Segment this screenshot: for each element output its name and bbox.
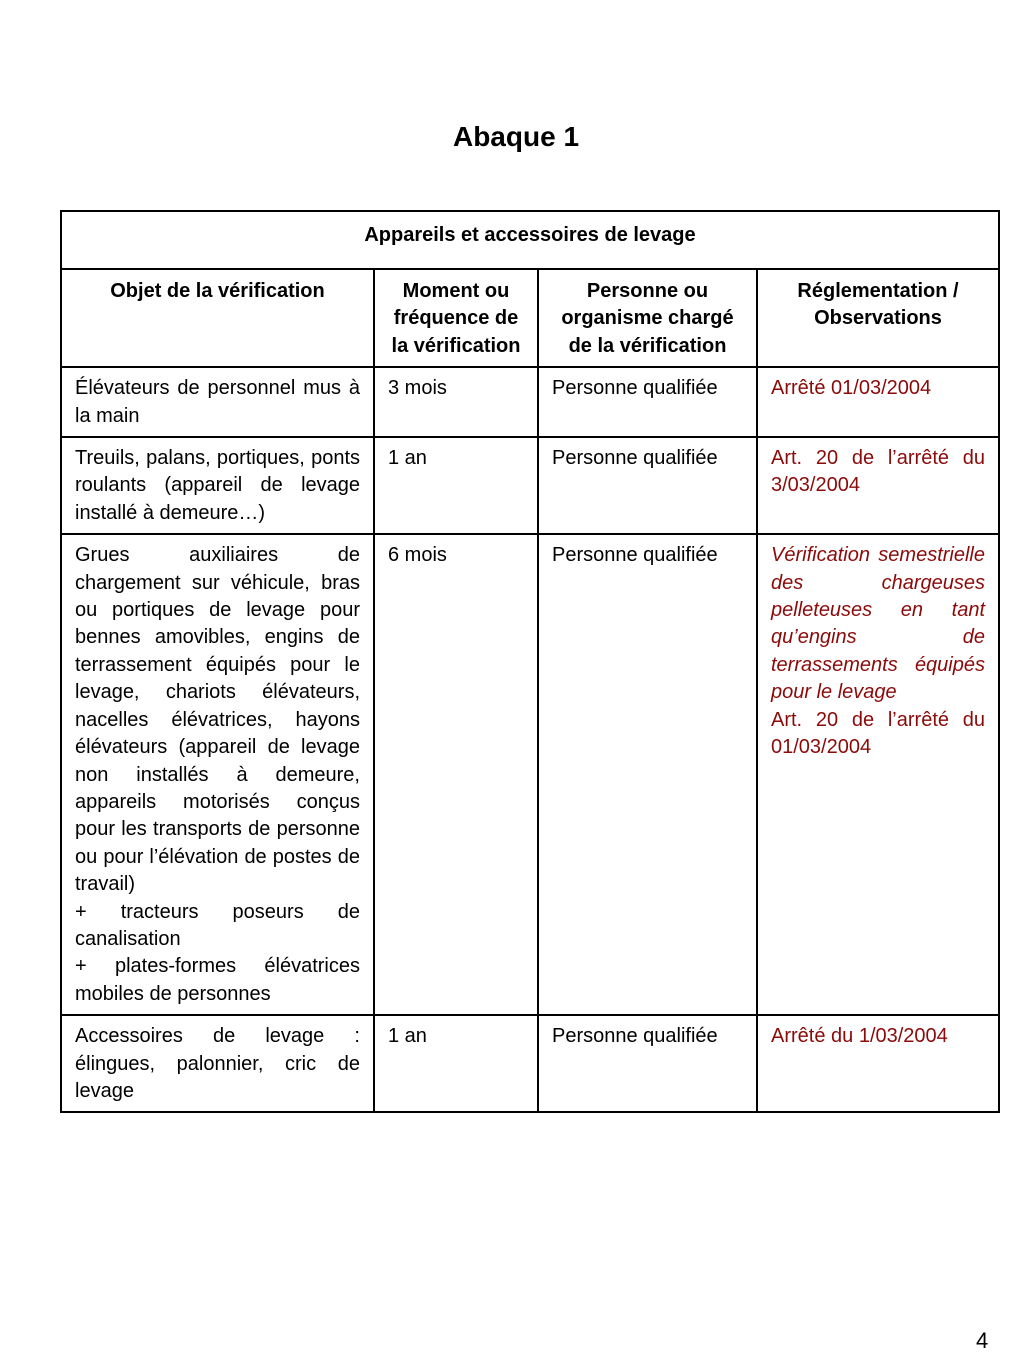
section-header-row: [61, 211, 999, 269]
cell-reglementation: [757, 534, 999, 1015]
regulation-observation: Vérification semestrielle des chargeuses pelleteuses en tant qu’engins de terrassements équipés pour le levage: [771, 544, 985, 704]
column-header-personne: Personne ou organisme chargé de la vérification: [538, 269, 757, 367]
table-row: [61, 1015, 999, 1112]
table-row: [61, 534, 999, 1015]
cell-personne: Personne qualifiée: [538, 1015, 757, 1112]
objet-main-text: Grues auxiliaires de chargement sur véhicule, bras ou portiques de levage pour bennes amovibles, engins de terrassement équipés pour le levage, chariots élévateurs, nacelles élévatrices, hayons élévateurs (appareil de levage non installés à demeure, appareils motorisés conçus pour les transports de personne ou pour l’élévation de postes de travail): [75, 544, 360, 896]
cell-frequence: 3 mois: [374, 367, 538, 437]
cell-personne: Personne qualifiée: [538, 367, 757, 437]
objet-extra-text: + tracteurs poseurs de canalisation: [75, 900, 360, 950]
regulation-reference: Art. 20 de l’arrêté du 01/03/2004: [771, 708, 985, 759]
cell-objet: Treuils, palans, portiques, ponts roulants (appareil de levage installé à demeure…): [61, 437, 374, 534]
cell-personne: Personne qualifiée: [538, 534, 757, 1015]
table-row: [61, 437, 999, 534]
cell-reglementation: Arrêté 01/03/2004: [757, 367, 999, 437]
verification-table: [60, 210, 1000, 1113]
column-header-objet: Objet de la vérification: [61, 269, 374, 367]
cell-reglementation: Arrêté du 1/03/2004: [757, 1015, 999, 1112]
cell-objet: Accessoires de levage : élingues, palonnier, cric de levage: [61, 1015, 374, 1112]
objet-extra-text: + plates-formes élévatrices mobiles de personnes: [75, 955, 360, 1005]
section-title: Appareils et accessoires de levage: [61, 211, 999, 269]
page-number: 4: [976, 1328, 989, 1353]
cell-frequence: 1 an: [374, 1015, 538, 1112]
column-header-frequence: Moment ou fréquence de la vérification: [374, 269, 538, 367]
column-header-row: [61, 269, 999, 367]
cell-personne: Personne qualifiée: [538, 437, 757, 534]
column-header-reglementation: Réglementation / Observations: [757, 269, 999, 367]
cell-frequence: 6 mois: [374, 534, 538, 1015]
page-title: Abaque 1: [452, 121, 580, 152]
cell-reglementation: Art. 20 de l’arrêté du 3/03/2004: [757, 437, 999, 534]
cell-frequence: 1 an: [374, 437, 538, 534]
cell-objet: Élévateurs de personnel mus à la main: [61, 367, 374, 437]
table-row: [61, 367, 999, 437]
cell-objet: [61, 534, 374, 1015]
